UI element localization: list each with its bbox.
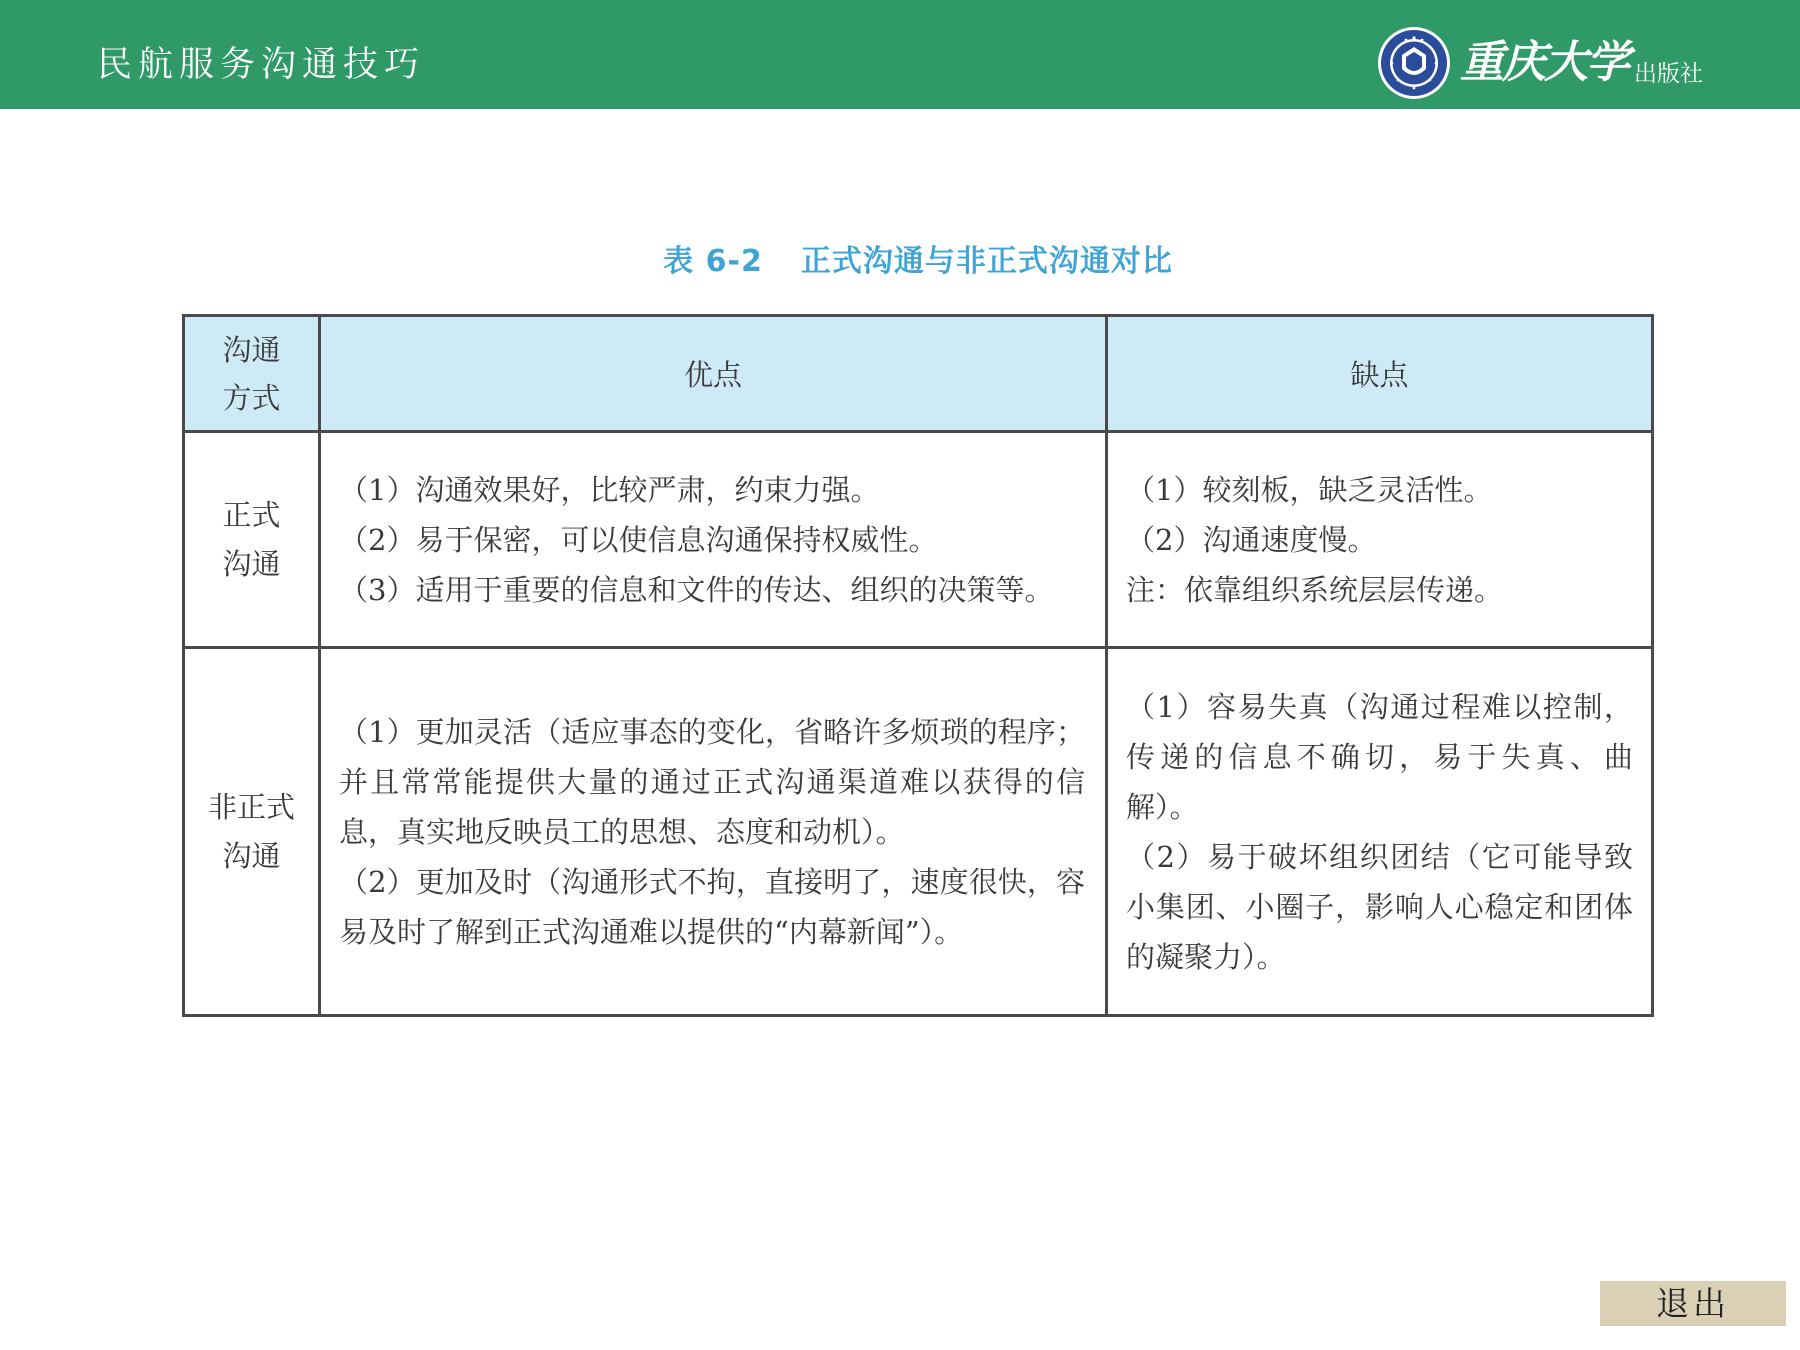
advantages-cell-formal <box>320 432 1107 648</box>
exit-button[interactable]: 退出 <box>1600 1281 1786 1326</box>
method-informal-line2: 沟通 <box>222 838 281 873</box>
advantage-item: （3）适用于重要的信息和文件的传达、组织的决策等。 <box>339 572 1054 607</box>
advantage-item: （2）易于保密，可以使信息沟通保持权威性。 <box>339 522 938 557</box>
table-title: 正式沟通与非正式沟通对比 <box>800 244 1173 279</box>
university-name: 重庆大学 <box>1460 37 1628 88</box>
column-header-advantages: 优点 <box>320 316 1107 432</box>
disadvantage-item: （1）容易失真（沟通过程难以控制，传递的信息不确切，易于失真、曲解）。 <box>1126 689 1633 824</box>
publisher-logo <box>1376 24 1703 102</box>
advantage-item: （2）更加及时（沟通形式不拘，直接明了，速度很快，容易及时了解到正式沟通难以提供的“内幕新闻”）。 <box>339 864 1085 949</box>
method-formal-line2: 沟通 <box>222 546 281 581</box>
disadvantages-cell-informal <box>1107 648 1653 1016</box>
chongqing-university-seal-icon <box>1376 25 1452 101</box>
advantage-item: （1）沟通效果好，比较严肃，约束力强。 <box>339 472 880 507</box>
comparison-table <box>182 314 1654 1017</box>
method-cell-formal <box>184 432 320 648</box>
table-number: 表 6-2 <box>663 244 763 279</box>
table-row-informal <box>184 648 1653 1016</box>
column-header-method-line2: 方式 <box>222 380 281 415</box>
advantages-cell-informal <box>320 648 1107 1016</box>
table-header-row <box>184 316 1653 432</box>
disadvantage-item: （2）易于破坏组织团结（它可能导致小集团、小圈子，影响人心稳定和团体的凝聚力）。 <box>1126 839 1633 974</box>
method-informal-line1: 非正式 <box>207 789 295 824</box>
method-cell-informal <box>184 648 320 1016</box>
column-header-method-line1: 沟通 <box>222 332 281 367</box>
top-banner <box>0 0 1800 109</box>
table-row-formal <box>184 432 1653 648</box>
disadvantage-note: 注：依靠组织系统层层传递。 <box>1126 572 1504 607</box>
disadvantages-cell-formal <box>1107 432 1653 648</box>
method-formal-line1: 正式 <box>222 497 281 532</box>
disadvantage-item: （1）较刻板，缺乏灵活性。 <box>1126 472 1493 507</box>
course-title: 民航服务沟通技巧 <box>97 45 426 85</box>
column-header-disadvantages: 缺点 <box>1107 316 1653 432</box>
disadvantage-item: （2）沟通速度慢。 <box>1126 522 1377 557</box>
press-label: 出版社 <box>1634 60 1703 87</box>
column-header-method <box>184 316 320 432</box>
advantage-item: （1）更加灵活（适应事态的变化，省略许多烦琐的程序；并且常常能提供大量的通过正式沟通渠道难以获得的信息，真实地反映员工的思想、态度和动机）。 <box>339 714 1085 849</box>
table-caption <box>0 244 1800 279</box>
